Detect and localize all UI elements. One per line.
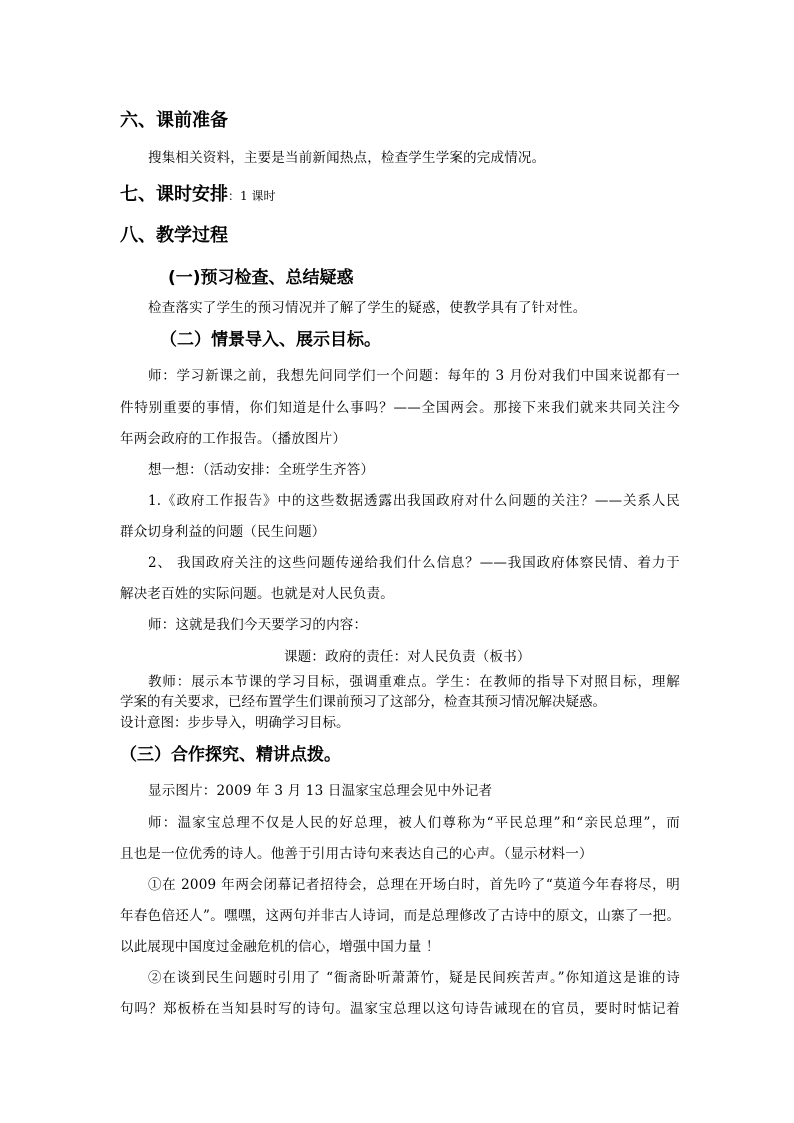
section-6-title: 六、课前准备 [120, 110, 228, 131]
teacher-activity-line-2: 学案的有关要求，已经布置学生们课前预习了这部分，检查其预习情况解决疑惑。 [120, 694, 606, 710]
part-2-para-line-1: 师：学习新课之前，我想先问同学们一个问题：每年的 3 月份对我们中国来说都有一 [148, 368, 680, 384]
think-line: 想一想：（活动安排：全班学生齐答） [148, 462, 375, 478]
material-2-line-2: 句吗？郑板桥在当知县时写的诗句。温家宝总理以这句诗告诫现在的官员，要时时惦记着 [120, 1001, 680, 1017]
part-2-title: （二）情景导入、展示目标。 [160, 330, 381, 350]
teacher-activity-line-1: 教师：展示本节课的学习目标，强调重难点。学生：在教师的指导下对照目标，理解 [148, 674, 680, 690]
part-1-text: 检查落实了学生的预习情况并了解了学生的疑惑，使教学具有了针对性。 [148, 300, 587, 316]
material-1-line-1: ①在 2009 年两会闭幕记者招待会，总理在开场白时，首先吟了“莫道今年春将尽，明 [148, 877, 680, 893]
part-1-title: (一)预习检查、总结疑惑 [168, 268, 354, 288]
section-6-text: 搜集相关资料，主要是当前新闻热点，检查学生学案的完成情况。 [148, 150, 546, 166]
section-7-value: ：1 课时 [228, 189, 276, 203]
question-2-line-1: 2、 我国政府关注的这些问题传递给我们什么信息？——我国政府体察民情、着力于 [148, 555, 680, 571]
question-2-line-2: 解决老百姓的实际问题。也就是对人民负责。 [120, 586, 394, 602]
question-1-line-2: 群众切身利益的问题（民生问题） [120, 524, 326, 540]
question-1-line-1: 1.《政府工作报告》中的这些数据透露出我国政府对什么问题的关注？——关系人民 [148, 493, 680, 509]
part-2-para-line-2: 件特别重要的事情，你们知道是什么事吗？——全国两会。那接下来我们就来共同关注今 [120, 400, 680, 416]
material-1-line-2: 年春色倍还人”。嘿嘿，这两句并非古人诗词，而是总理修改了古诗中的原文，山寨了一把。 [120, 908, 680, 924]
section-7-title [120, 180, 275, 206]
section-7-label: 七、课时安排 [120, 184, 228, 205]
teacher-line: 师：这就是我们今天要学习的内容： [148, 617, 368, 633]
part-2-para-line-3: 年两会政府的工作报告。（播放图片） [120, 431, 347, 447]
part-3-title: （三）合作探究、精讲点拨。 [120, 745, 341, 765]
material-1-line-3: 以此展现中国度过金融危机的信心，增强中国力量 ！ [120, 939, 440, 955]
part-3-para-line-1: 师：温家宝总理不仅是人民的好总理，被人们尊称为“平民总理”和“亲民总理”，而 [148, 815, 680, 831]
show-image-line: 显示图片：2009 年 3 月 13 日温家宝总理会见中外记者 [148, 783, 493, 799]
part-3-para-line-2: 且也是一位优秀的诗人。他善于引用古诗句来表达自己的心声。（显示材料一） [120, 846, 593, 862]
lesson-topic: 课题：政府的责任：对人民负责（板书） [284, 649, 531, 665]
material-2-line-1: ②在谈到民生问题时引用了 “衙斋卧听萧萧竹，疑是民间疾苦声。”你知道这是谁的诗 [148, 970, 680, 986]
section-8-title: 八、教学过程 [120, 225, 228, 246]
design-intent: 设计意图：步步导入，明确学习目标。 [120, 715, 350, 731]
